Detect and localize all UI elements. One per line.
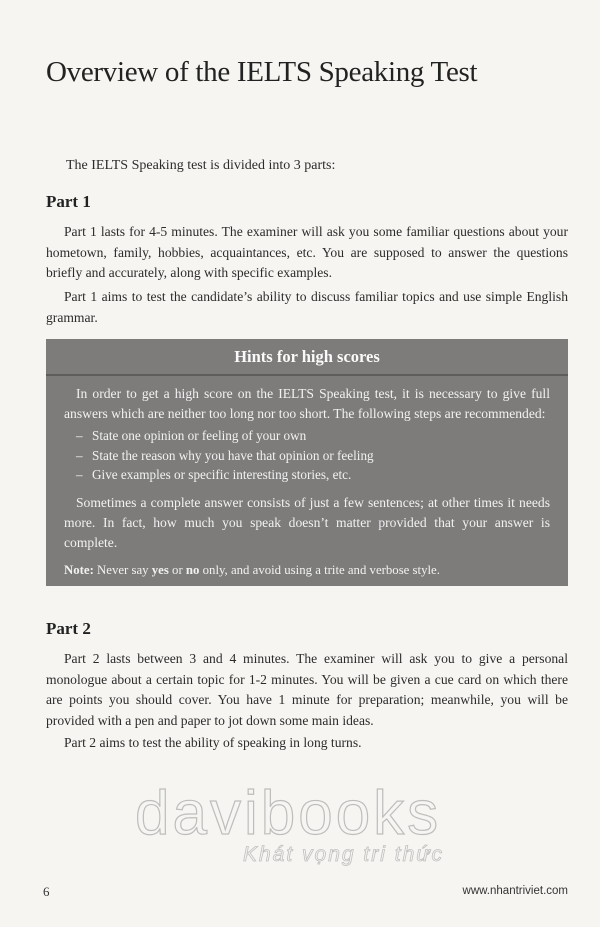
part2-paragraph-2: Part 2 aims to test the ability of speaking in long turns. [64,735,362,750]
footer-website: www.nhantriviet.com [462,885,568,897]
dash-bullet: – [76,467,83,482]
dash-bullet: – [76,428,83,443]
hints-title: Hints for high scores [234,347,380,366]
intro-text: The IELTS Speaking test is divided into 3 parts: [66,158,336,173]
note-or: or [172,562,183,577]
hints-text-2: Sometimes a complete answer consists of just a few sentences; at other times it needs more. In fact, how much you speak doesn’t matter provided that your answer is complete. [64,494,550,550]
part2-paragraph-1: Part 2 lasts between 3 and 4 minutes. The examiner will ask you to give a personal monologue about a certain topic for 1-2 minutes. You will be given a cue card on which there are points you should cover. You have 1 minute for preparation; meanwhile, you will be provided with a pen and paper to jot down some main ideas. [46,651,568,728]
note-post: only, and avoid using a trite and verbose style. [202,562,440,577]
part2-heading: Part 2 [46,619,91,638]
part1-paragraph-1: Part 1 lasts for 4-5 minutes. The examiner will ask you some familiar questions about your hometown, family, hobbies, acquaintances, etc. You are supposed to answer the questions briefly and accurately, along with specific examples. [46,224,568,280]
step-text: State one opinion or feeling of your own [92,428,307,443]
part1-heading: Part 1 [46,192,91,211]
dash-bullet: – [76,447,83,463]
hints-steps-list [64,426,550,485]
page-number: 6 [43,884,50,899]
watermark-slogan: Khát vọng tri thức [243,843,445,866]
watermark-brand: davibooks [135,779,442,848]
note-label: Note: [64,562,94,577]
step-text: Give examples or specific interesting stories, etc. [92,467,352,482]
step-text: State the reason why you have that opinion or feeling [92,447,374,463]
part1-paragraph-2: Part 1 aims to test the candidate’s ability to discuss familiar topics and use simple English grammar. [46,289,568,325]
note-no: no [185,562,200,577]
note-yes: yes [151,562,169,577]
list-item [76,446,550,466]
list-item [76,426,550,446]
hints-box [46,339,568,586]
hints-text-1: In order to get a high score on the IELTS Speaking test, it is necessary to give full answers which are neither too long nor too short. The following steps are recommended: [64,386,550,421]
list-item [76,465,550,485]
page-title: Overview of the IELTS Speaking Test [46,56,478,88]
note-pre: Never say [97,562,149,577]
hints-note [64,561,550,579]
hints-divider [46,374,568,376]
